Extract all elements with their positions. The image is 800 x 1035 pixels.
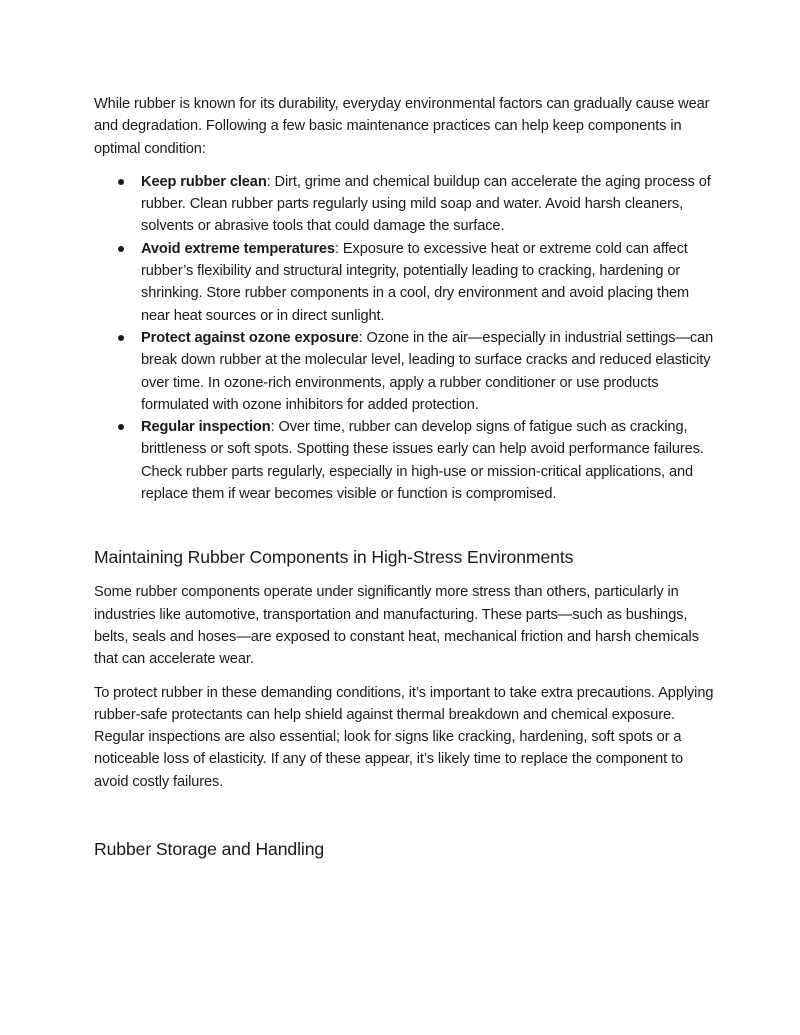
list-item-text: : Ozone in the air—especially in industrial settings—can break down rubber at the molecular level, leading to surface cracks and reduced elasticity over time. In ozone-rich environments, apply a rubber conditioner or use products formulated with ozone inhibitors for added protection. [141, 329, 714, 413]
high-stress-paragraph-2: To protect rubber in these demanding conditions, it’s important to take extra precautions. Applying rubber-safe protectants can help shield against thermal breakdown and chemical exposure. Regular inspections are also essential; look for signs like cracking, hardening, soft spots or a noticeable loss of elasticity. If any of these appear, it’s likely time to replace the component to avoid costly failures. [94, 684, 714, 790]
list-item-text: : Dirt, grime and chemical buildup can accelerate the aging process of rubber. Clean rubber parts regularly using mild soap and water. Avoid harsh cleaners, solvents or abrasive tools that could damage the surface. [141, 173, 711, 235]
list-item [94, 171, 716, 238]
document-page [94, 93, 716, 861]
intro-paragraph: While rubber is known for its durability, everyday environmental factors can gradually cause wear and degradation. Following a few basic maintenance practices can help keep components in optimal condition: [94, 96, 710, 157]
section-heading-storage: Rubber Storage and Handling [94, 839, 325, 860]
high-stress-paragraph-1: Some rubber components operate under significantly more stress than others, particularly in industries like automotive, transportation and manufacturing. These parts—such as bushings, belts, seals and hoses—are exposed to constant heat, mechanical friction and harsh chemicals that can accelerate wear. [94, 584, 699, 668]
list-item-text: : Over time, rubber can develop signs of fatigue such as cracking, brittleness or soft spots. Spotting these issues early can help avoid performance failures. Check rubber parts regularly, especially in high-use or mission-critical applications, and replace them if wear becomes visible or function is compromised. [141, 419, 704, 503]
list-item-term: Protect against ozone exposure [141, 329, 359, 346]
list-item [94, 238, 716, 327]
section-heading-high-stress: Maintaining Rubber Components in High-Stress Environments [94, 547, 574, 568]
list-item-text: : Exposure to excessive heat or extreme cold can affect rubber’s flexibility and structural integrity, potentially leading to cracking, hardening or shrinking. Store rubber components in a cool, dry environment and avoid placing them near heat sources or in direct sunlight. [141, 240, 690, 324]
list-item-term: Keep rubber clean [141, 173, 267, 190]
list-item [94, 327, 716, 416]
list-item-term: Regular inspection [141, 419, 271, 436]
maintenance-tips-list [94, 171, 716, 505]
bullet-icon [118, 179, 124, 185]
list-item [94, 416, 716, 505]
bullet-icon [118, 335, 124, 341]
bullet-icon [118, 246, 124, 252]
bullet-icon [118, 424, 124, 430]
list-item-term: Avoid extreme temperatures [141, 240, 335, 257]
